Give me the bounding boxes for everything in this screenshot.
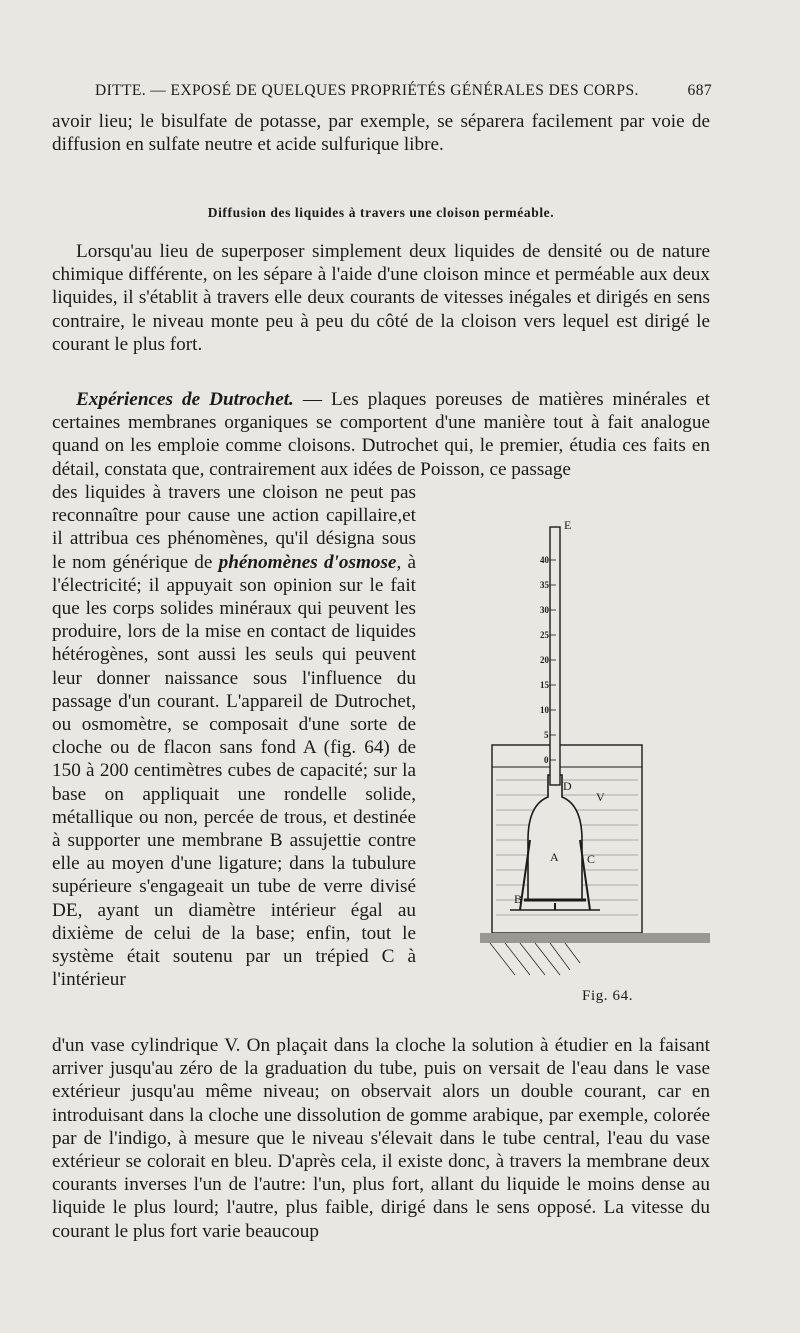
label-a: A (550, 850, 559, 864)
term-osmose: phénomènes d'osmose (218, 551, 397, 573)
scale-label: 0 (544, 755, 549, 765)
subsection-title: Expériences de Dutrochet. (76, 389, 294, 410)
section-title: Diffusion des liquides à travers une cloison perméable. (207, 205, 555, 220)
label-b: B (514, 892, 523, 906)
graduated-tube (550, 527, 560, 785)
label-c: C (587, 852, 596, 866)
scale-label: 5 (544, 730, 549, 740)
header-title: DITTE. — EXPOSÉ DE QUELQUES PROPRIÉTÉS GÉNÉRALES DES CORPS. (95, 82, 639, 99)
figure-caption: Fig. 64. (582, 988, 634, 1004)
scale-label: 20 (540, 655, 549, 665)
column-text-a: des liquides à travers une cloison ne peut pas reconnaître pour cause une action capillaire,et il attribua ces phénomènes, qu'il désigna sous le nom générique de (52, 482, 416, 573)
paragraph-dutrochet-text: — Les plaques poreuses de matières minérales et certaines membranes organiques se comportent d'une manière tout à fait analogue quand on les emploie comme cloisons. Dutrochet qui, le premier, étudia ces faits en détail, constata que, contrairement aux idées de Poisson, ce passage (52, 389, 710, 480)
label-e: E (564, 518, 572, 532)
paragraph-dutrochet-end: d'un vase cylindrique V. On plaçait dans la cloche la solution à étudier en la faisant arriver jusqu'au zéro de la graduation du tube, puis on versait de l'eau dans le vase extérieur jusqu'au même niveau; on observait alors un double courant, car en introduisant dans la cloche une dissolution de gomme arabique, par exemple, colorée par de l'indigo, à mesure que le niveau s'élevait dans le tube central, l'eau du vase extérieur se colorait en bleu. D'après cela, il existe donc, à travers la membrane deux courants inverses l'un de l'autre: l'un, plus fort, allant du liquide le moins dense au liquide le plus lourd; l'autre, plus faible, dirigé dans le sens opposé. La vitesse du courant le plus fort varie beaucoup (52, 1035, 710, 1242)
bell-a (528, 775, 582, 900)
running-header (95, 82, 712, 100)
paragraph-dutrochet-column (52, 481, 416, 991)
scale-label: 30 (540, 605, 549, 615)
scale-label: 25 (540, 630, 549, 640)
scale-label: 40 (540, 555, 549, 565)
osmometer-figure (470, 505, 710, 1025)
scale-label: 10 (540, 705, 549, 715)
scale-label: 35 (540, 580, 549, 590)
paragraph-intro: avoir lieu; le bisulfate de potasse, par exemple, se séparera facilement par voie de diffusion en sulfate neutre et acide sulfurique libre. (52, 111, 710, 156)
column-text-b: , à l'électricité; il appuyait son opinion sur le fait que les corps solides minéraux qui peuvent les produire, lors de la mise en contact de liquides hétérogènes, sont aussi les seuls qui peuvent leur donner naissance sous l'influence du passage d'un courant. L'appareil de Dutrochet, ou osmomètre, se composait d'une sorte de cloche ou de flacon sans fond A (fig. 64) de 150 à 200 centimètres cubes de capacité; sur la base on appliquait une rondelle solide, métallique ou non, percée de trous, et destinée à supporter une membrane B assujettie contre elle au moyen d'une ligature; dans la tubulure supérieure s'engageait un tube de verre divisé DE, ayant un diamètre intérieur égal au dixième de celui de la base; enfin, tout le système était soutenu par un trépied C à l'intérieur (52, 551, 416, 991)
page-number: 687 (687, 82, 712, 99)
scale-label: 15 (540, 680, 549, 690)
paragraph-dutrochet-start (52, 388, 710, 481)
paragraph-diffusion: Lorsqu'au lieu de superposer simplement deux liquides de densité ou de nature chimique différente, on les sépare à l'aide d'une cloison mince et perméable aux deux liquides, il s'établit à travers elle deux courants de vitesses inégales et dirigés en sens contraire, le niveau monte peu à peu du côté de la cloison vers lequel est dirigé le courant le plus fort. (52, 241, 710, 355)
label-d: D (563, 779, 572, 793)
label-v: V (596, 790, 605, 804)
